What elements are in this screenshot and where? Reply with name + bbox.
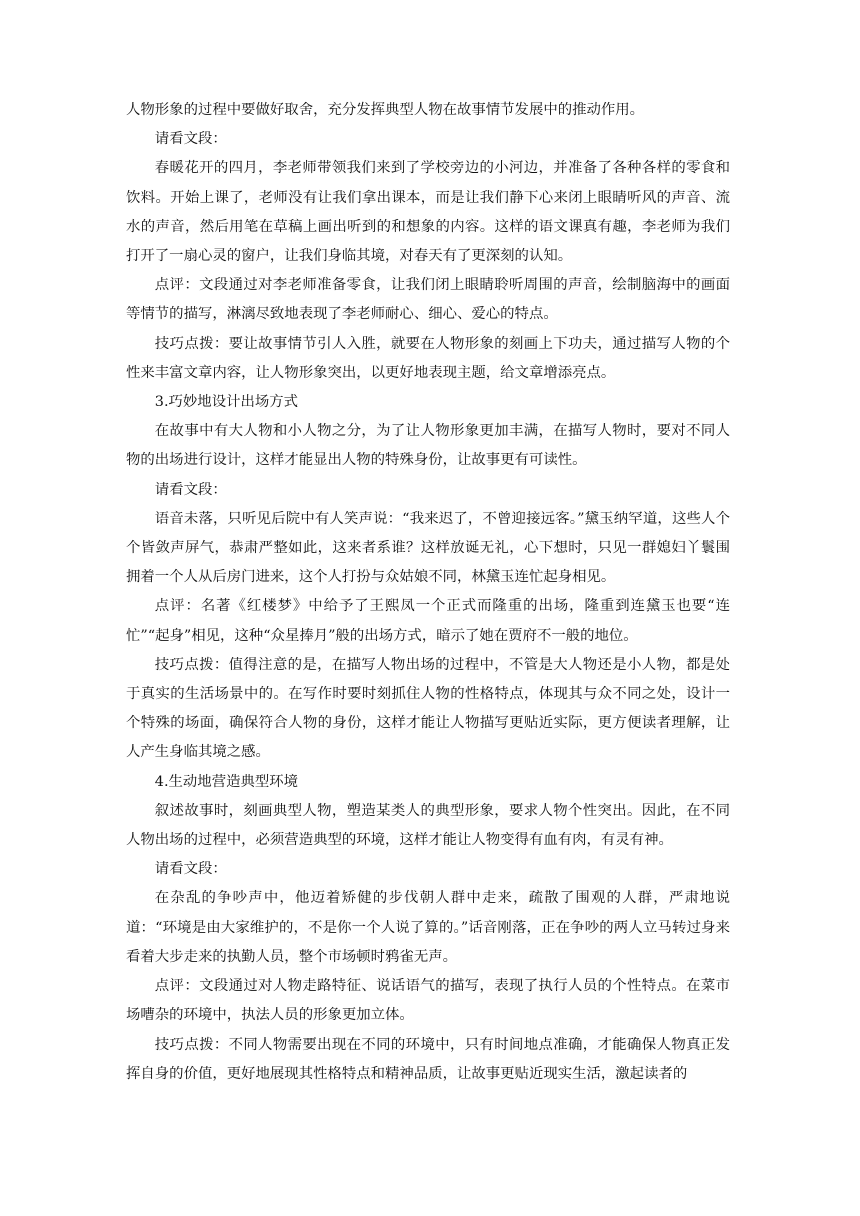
example-lead: 请看文段： xyxy=(154,861,227,878)
body-paragraph: 叙述故事时，刻画典型人物，塑造某类人的典型形象，要求人物个性突出。因此，在不同人物出场的过程中，必须营造典型的环境，这样才能让人物变得有血有肉，有灵有神。 xyxy=(126,802,730,849)
example-passage: 春暖花开的四月，李老师带领我们来到了学校旁边的小河边，并准备了各种各样的零食和饮料。开始上课了，老师没有让我们拿出课本，而是让我们静下心来闭上眼睛听风的声音、流水的声音，然后用笔在草稿上画出听到的和想象的内容。这样的语文课真有趣，李老师为我们打开了一扇心灵的窗户，让我们身临其境，对春天有了更深刻的认知。 xyxy=(126,160,730,265)
example-passage: 在杂乱的争吵声中，他迈着矫健的步伐朝人群中走来，疏散了围观的人群，严肃地说道：“环境是由大家维护的，不是你一个人说了算的。”话音刚落，正在争吵的两人立马转过身来看着大步走来的执勤人员，整个市场顿时鸦雀无声。 xyxy=(126,890,730,965)
comment-paragraph: 点评：文段通过对李老师准备零食，让我们闭上眼睛聆听周围的声音，绘制脑海中的画面等情节的描写，淋漓尽致地表现了李老师耐心、细心、爱心的特点。 xyxy=(126,277,730,323)
example-lead: 请看文段： xyxy=(154,481,227,498)
body-paragraph: 在故事中有大人物和小人物之分，为了让人物形象更加丰满，在描写人物时，要对不同人物的出场进行设计，这样才能显出人物的特殊身份，让故事更有可读性。 xyxy=(126,423,730,469)
tip-paragraph: 技巧点拨：要让故事情节引人入胜，就要在人物形象的刻画上下功夫，通过描写人物的个性来丰富文章内容，让人物形象突出，以更好地表现主题，给文章增添亮点。 xyxy=(126,335,730,381)
comment-paragraph: 点评：文段通过对人物走路特征、说话语气的描写，表现了执行人员的个性特点。在菜市场嘈杂的环境中，执法人员的形象更加立体。 xyxy=(126,978,730,1024)
section-heading: 4.生动地营造典型环境 xyxy=(154,773,299,790)
tip-paragraph: 技巧点拨：不同人物需要出现在不同的环境中，只有时间地点准确，才能确保人物真正发挥自身的价值，更好地展现其性格特点和精神品质，让故事更贴近现实生活，激起读者的 xyxy=(126,1036,730,1082)
tip-paragraph: 技巧点拨：值得注意的是，在描写人物出场的过程中，不管是大人物还是小人物，都是处于真实的生活场景中的。在写作时要时刻抓住人物的性格特点，体现其与众不同之处，设计一个特殊的场面，确保符合人物的身份，这样才能让人物描写更贴近实际，更方便读者理解，让人产生身临其境之感。 xyxy=(126,656,730,761)
comment-paragraph: 点评：名著《红楼梦》中给予了王熙凤一个正式而隆重的出场，隆重到连黛玉也要“连忙”“起身”相见，这种“众星捧月”般的出场方式，暗示了她在贾府不一般的地位。 xyxy=(126,598,730,644)
paragraph-continued: 人物形象的过程中要做好取舍，充分发挥典型人物在故事情节发展中的推动作用。 xyxy=(126,102,645,118)
example-lead: 请看文段： xyxy=(154,131,227,148)
example-passage: 语音未落，只听见后院中有人笑声说：“我来迟了，不曾迎接远客。”黛玉纳罕道，这些人个个皆敛声屏气，恭肃严整如此，这来者系谁？这样放诞无礼，心下想时，只见一群媳妇丫鬟围拥着一个人从后房门进来，这个人打扮与众姑娘不同，林黛玉连忙起身相见。 xyxy=(126,510,730,586)
section-heading: 3.巧妙地设计出场方式 xyxy=(154,394,299,411)
document-page xyxy=(126,96,730,1089)
